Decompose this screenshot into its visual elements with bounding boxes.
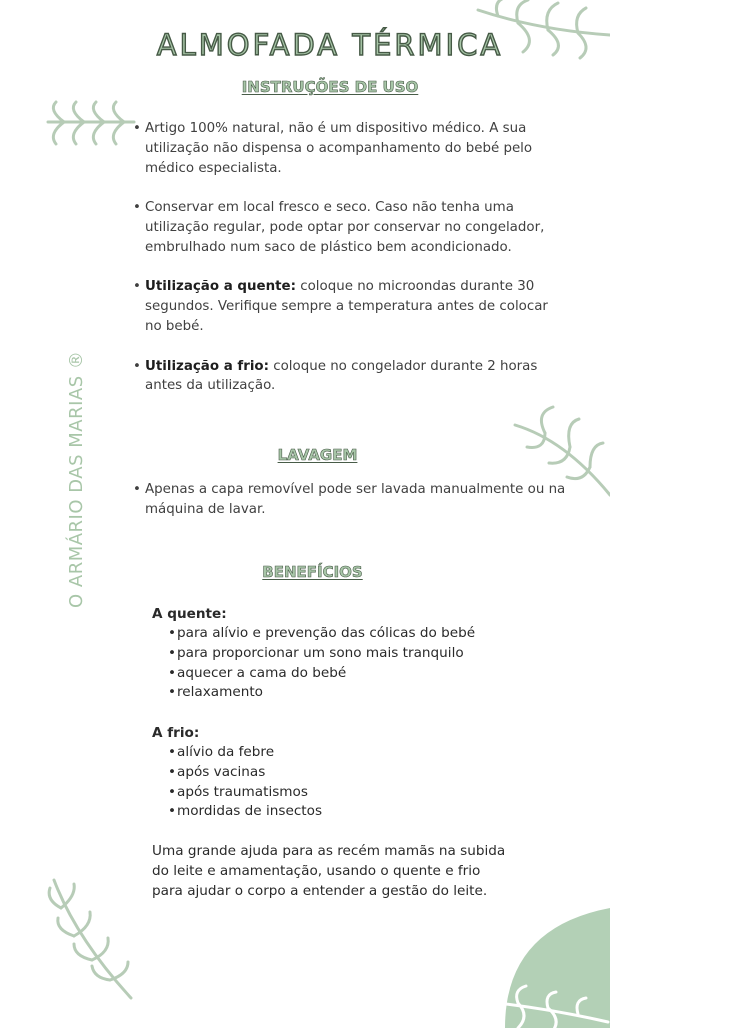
heading-washing: LAVAGEM (277, 446, 358, 464)
list-item: • após vacinas (168, 763, 322, 783)
leaf-branch-bottom-left-icon (46, 878, 136, 1003)
leaf-branch-left-icon (46, 100, 136, 148)
heading-instructions: INSTRUÇÕES DE USO (241, 78, 419, 96)
list-item: • após traumatismos (168, 783, 322, 803)
benefits-cold (152, 723, 322, 822)
list-item: • para alívio e prevenção das cólicas do bebé (168, 624, 475, 644)
washing-list (133, 480, 578, 520)
list-item: • Artigo 100% natural, não é um dispositivo médico. A sua utilização não dispensa o acompanhamento do bebé pelo médico especialista. (133, 119, 573, 178)
leaf-branch-bottom-right-icon (468, 992, 608, 1028)
list-item: • Utilização a quente: coloque no microondas durante 30 segundos. Verifique sempre a temperatura antes de colocar no bebé. (133, 277, 550, 336)
list-item: • Apenas a capa removível pode ser lavada manualmente ou na máquina de lavar. (133, 480, 578, 520)
benefits-cold-label: A frio: (152, 725, 200, 741)
benefits-hot (152, 604, 475, 703)
brand-side-text: O ARMÁRIO DAS MARIAS ® (66, 350, 87, 608)
benefits-paragraph: Uma grande ajuda para as recém mamãs na subida do leite e amamentação, usando o quente e frio para ajudar o corpo a entender a gestão do leite. (152, 843, 506, 899)
benefits-hot-label: A quente: (152, 606, 227, 622)
list-item: • relaxamento (168, 683, 475, 703)
instructions-list (133, 119, 573, 396)
list-item: • aquecer a cama do bebé (168, 664, 475, 684)
list-item: • mordidas de insectos (168, 802, 322, 822)
heading-benefits: BENEFÍCIOS (262, 563, 363, 581)
list-item: • para proporcionar um sono mais tranquilo (168, 644, 475, 664)
list-item: • Conservar em local fresco e seco. Caso não tenha uma utilização regular, pode optar por conservar no congelador, embrulhado num saco de plástico bem acondicionado. (133, 198, 573, 257)
list-item: • alívio da febre (168, 743, 322, 763)
list-item: • Utilização a frio: coloque no congelador durante 2 horas antes da utilização. (133, 357, 573, 397)
page-title: ALMOFADA TÉRMICA (156, 28, 504, 62)
